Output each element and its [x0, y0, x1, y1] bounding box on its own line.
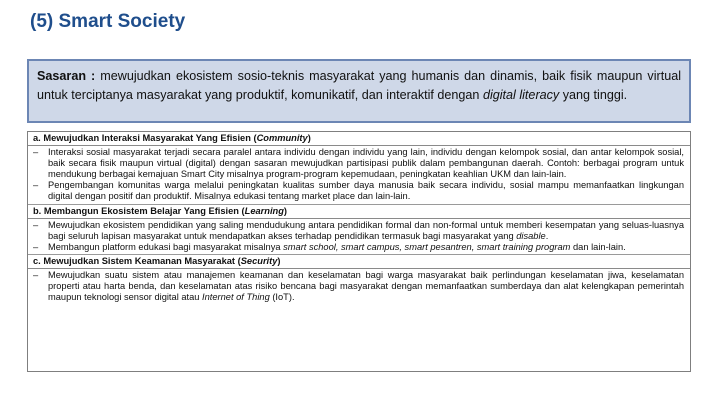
sasaran-label: Sasaran : — [37, 69, 96, 83]
list-item: – Membangun platform edukasi bagi masyarakat misalnya smart school, smart campus, smart pesantren, smart training program dan lain-lain. — [33, 241, 626, 252]
section-heading-learning: b. Membangun Ekosistem Belajar Yang Efisien (Learning) — [28, 205, 690, 219]
dash-bullet: – — [33, 270, 39, 281]
dash-bullet: – — [33, 241, 39, 252]
section-body-security — [28, 269, 690, 304]
list-item: – Mewujudkan suatu sistem atau manajemen keamanan dan keselamatan bagi warga masyarakat baik perlindungan keselamatan jiwa, keselamatan properti atau harta benda, dan keselamatan atas risiko bencana bagi masyarakat dengan memanfaatkan sumberdaya dan alat kelengkapan pemerintah maupun teknologi sensor digital atau Internet of Thing (IoT). — [33, 270, 684, 303]
section-heading-security: c. Mewujudkan Sistem Keamanan Masyarakat (Security) — [28, 255, 690, 269]
sasaran-italic: digital literacy — [482, 88, 560, 102]
list-item: – Pengembangan komunitas warga melalui peningkatan kualitas sumber daya manusia baik secara individu, sosial mampu memanfaatkan lingkungan digital dengan positif dan produktif. Misalnya edukasi tentang market place dan lain-lain. — [33, 180, 684, 202]
dash-bullet: – — [33, 219, 39, 230]
sasaran-text-end: yang tinggi. — [562, 88, 628, 102]
sasaran-box — [27, 59, 691, 123]
dash-bullet: – — [33, 180, 39, 191]
section-heading-community: a. Mewujudkan Interaksi Masyarakat Yang Efisien (Community) — [28, 132, 690, 146]
section-body-learning — [28, 219, 690, 255]
section-body-community — [28, 146, 690, 204]
dash-bullet: – — [33, 147, 39, 158]
content-table — [27, 131, 691, 372]
list-item: – Interaksi sosial masyarakat terjadi secara paralel antara individu dengan individu yang lain, individu dengan kelompok sosial, dan antar kelompok sosial, baik secara fisik maupun virtual (digital) dengan sasaran mewujudkan partisipasi publik dalam pembangunan daerah. Contoh: berbagai program untuk mendukung berbagai kemajuan Smart City misalnya program-program kepemudaan, peningkatan keahlian UKM dan lain-lain. — [33, 147, 684, 180]
list-item: – Mewujudkan ekosistem pendidikan yang saling mendudukung antara pendidikan formal dan non-formal untuk memberi kesempatan yang seluas-luasnya bagi seluruh lapisan masyarakat untuk mendapatkan akses terhadap pendidikan termasuk bagi masyarakat yang disable. — [33, 219, 684, 241]
sasaran-text: mewujudkan ekosistem sosio-teknis masyarakat yang humanis dan dinamis, baik fisik maupun virtual untuk terciptanya masyarakat yang produktif, komunikatif, dan interaktif dengan — [37, 69, 682, 102]
page-title: (5) Smart Society — [30, 11, 186, 32]
